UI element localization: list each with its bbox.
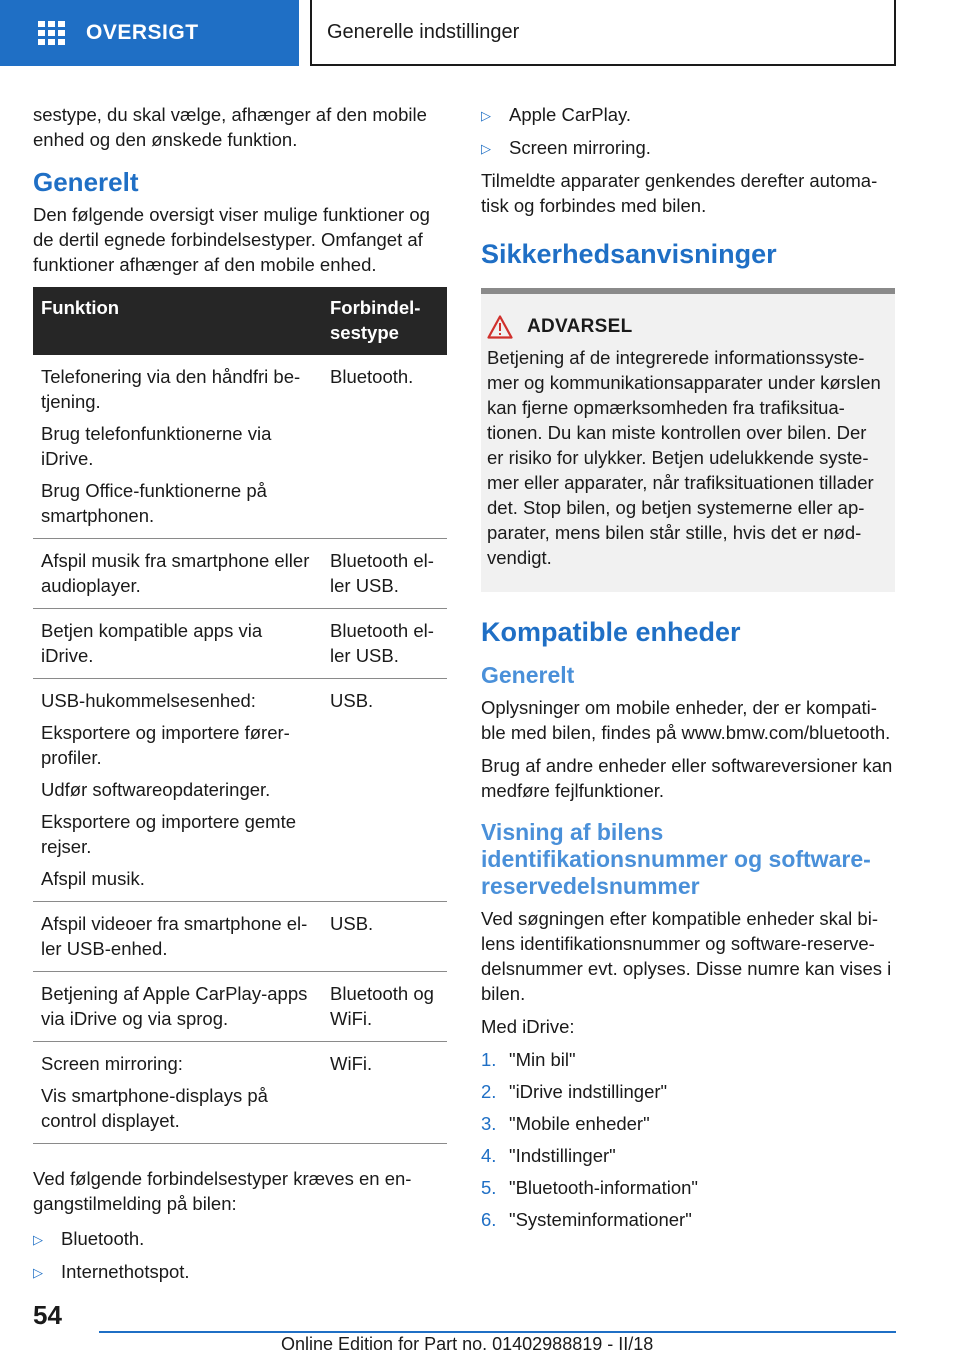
list-item: [481, 1143, 895, 1168]
table-row: [33, 1042, 447, 1144]
chapter-header: [310, 0, 896, 66]
identification-text: Ved søgningen efter kompatible enheder skal bilens identifikationsnummer og software-reservedelsnummer evt. oplyses. Disse numre kan vises i bilen.: [481, 908, 892, 1004]
list-item: [33, 1226, 447, 1252]
idrive-label: Med iDrive:: [481, 1016, 575, 1037]
table-header-row: [33, 287, 447, 355]
triangle-bullet-icon: ▷: [481, 141, 491, 156]
list-item: [481, 102, 895, 128]
table-cell-connection: USB.: [322, 902, 447, 972]
table-row: [33, 902, 447, 972]
cell-line: Betjening af Apple CarPlay-apps via iDrive og via sprog.: [41, 983, 308, 1029]
triangle-bullet-icon: ▷: [33, 1265, 43, 1280]
left-column: [33, 102, 447, 1292]
intro-paragraph: sestype, du skal vælge, afhænger af den mobile enhed og den ønskede funktion.: [33, 104, 427, 150]
list-item-text: Bluetooth.: [61, 1228, 145, 1249]
cell-line: USB-hukommelsesenhed:: [41, 690, 256, 711]
overview-description: Den følgende oversigt viser mulige funktioner og de dertil egnede forbindelsestyper. Omfanget af funktioner afhænger af den mobile enhed.: [33, 204, 430, 275]
table-row: [33, 609, 447, 679]
cell-line: Afspil musik.: [41, 868, 145, 889]
registered-devices-note: Tilmeldte apparater genkendes derefter automatisk og forbindes med bilen.: [481, 170, 878, 216]
function-table: [33, 287, 447, 1144]
list-item: [481, 1111, 895, 1136]
table-cell-function: [33, 902, 322, 972]
warning-text: Betjening af de integrerede informationssystemer og kommunikationsapparater under kørslen kan fjerne opmærksomheden fra trafiksituationen. Du kan miste kontrollen over bilen. Der er risiko for ulykker. Betjen udelukkende systemer eller apparater, når trafiksituationen tillader det. Stop bilen, og betjen systemerne eller apparater, mens bilen står stille, hvis det er nødvendigt.: [487, 347, 881, 568]
warning-header: [487, 314, 885, 339]
step-number: 5.: [481, 1177, 497, 1198]
cell-line: Screen mirroring:: [41, 1053, 183, 1074]
step-text: "iDrive indstillinger": [509, 1081, 668, 1102]
table-cell-connection: Bluetooth og WiFi.: [322, 972, 447, 1042]
compatible-info-text: Oplysninger om mobile enheder, der er kompatible med bilen, findes på www.bmw.com/bluetooth.: [481, 697, 891, 743]
list-item-text: Internethotspot.: [61, 1261, 190, 1282]
cell-line: Brug telefonfunktionerne via iDrive.: [41, 423, 272, 469]
cell-line: Telefonering via den håndfri betjening.: [41, 366, 301, 412]
cell-line: Udfør softwareopdateringer.: [41, 779, 271, 800]
subheading-general: Generelt: [481, 662, 575, 688]
section-heading-compatible: Kompatible enheder: [481, 617, 741, 647]
registration-note: Ved følgende forbindelsestyper kræves en engangstilmelding på bilen:: [33, 1168, 412, 1214]
list-item: [33, 1259, 447, 1285]
list-item: [481, 1047, 895, 1072]
malfunction-note: Brug af andre enheder eller softwareversioner kan medføre fejlfunktioner.: [481, 755, 893, 801]
table-cell-connection: Bluetooth eller USB.: [322, 539, 447, 609]
step-number: 4.: [481, 1145, 497, 1166]
step-number: 3.: [481, 1113, 497, 1134]
warning-title: ADVARSEL: [527, 316, 633, 337]
table-cell-function: [33, 355, 322, 539]
table-cell-connection: Bluetooth eller USB.: [322, 609, 447, 679]
cell-line: Betjen kompatible apps via iDrive.: [41, 620, 263, 666]
table-row: [33, 355, 447, 539]
table-header-function: Funktion: [33, 287, 322, 355]
list-item-text: Apple CarPlay.: [509, 104, 632, 125]
grid-menu-icon: [38, 21, 66, 45]
warning-triangle-icon: [487, 315, 513, 339]
section-heading-safety: Sikkerhedsanvisninger: [481, 239, 777, 269]
cell-line: Brug Office-funktionerne på smartphonen.: [41, 480, 267, 526]
step-text: "Min bil": [509, 1049, 576, 1070]
table-header-connection: Forbindelsestype: [322, 287, 447, 355]
table-cell-connection: USB.: [322, 679, 447, 902]
warning-box: [481, 288, 895, 592]
triangle-bullet-icon: ▷: [481, 108, 491, 123]
connection-type-list-continued: [481, 102, 895, 161]
step-number: 1.: [481, 1049, 497, 1070]
section-heading-general: Generelt: [33, 167, 139, 197]
cell-line: Afspil musik fra smartphone eller audioplayer.: [41, 550, 310, 596]
cell-line: Eksportere og importere gemte rejser.: [41, 811, 297, 857]
step-number: 2.: [481, 1081, 497, 1102]
table-cell-function: [33, 609, 322, 679]
table-cell-function: [33, 539, 322, 609]
table-row: [33, 972, 447, 1042]
step-text: "Bluetooth-information": [509, 1177, 698, 1198]
table-cell-connection: WiFi.: [322, 1042, 447, 1144]
cell-line: Eksportere og importere førerprofiler.: [41, 722, 290, 768]
table-row: [33, 539, 447, 609]
step-number: 6.: [481, 1209, 497, 1230]
list-item: [481, 135, 895, 161]
connection-type-list: [33, 1226, 447, 1285]
cell-line: Afspil videoer fra smartphone eller USB-enhed.: [41, 913, 308, 959]
overview-tab-label: OVERSIGT: [86, 21, 199, 44]
table-cell-function: [33, 972, 322, 1042]
table-row: [33, 679, 447, 902]
step-text: "Systeminformationer": [509, 1209, 692, 1230]
list-item: [481, 1207, 895, 1232]
step-text: "Mobile enheder": [509, 1113, 650, 1134]
table-cell-function: [33, 679, 322, 902]
step-text: "Indstillinger": [509, 1145, 616, 1166]
list-item-text: Screen mirroring.: [509, 137, 651, 158]
chapter-title: Generelle indstillinger: [327, 20, 520, 43]
right-column: [481, 102, 895, 1239]
subheading-identification: Visning af bilens identifikationsnummer og softwarereservedelsnummer: [481, 819, 871, 899]
table-cell-connection: Bluetooth.: [322, 355, 447, 539]
page-number: 54: [33, 1300, 62, 1330]
idrive-steps-list: [481, 1047, 895, 1232]
triangle-bullet-icon: ▷: [33, 1232, 43, 1247]
cell-line: Vis smartphone-displays på control displayet.: [41, 1085, 268, 1131]
footer-divider: [99, 1331, 896, 1333]
list-item: [481, 1079, 895, 1104]
overview-tab[interactable]: [0, 0, 299, 66]
list-item: [481, 1175, 895, 1200]
edition-footer: Online Edition for Part no. 01402988819 - II/18: [281, 1334, 654, 1354]
table-cell-function: [33, 1042, 322, 1144]
